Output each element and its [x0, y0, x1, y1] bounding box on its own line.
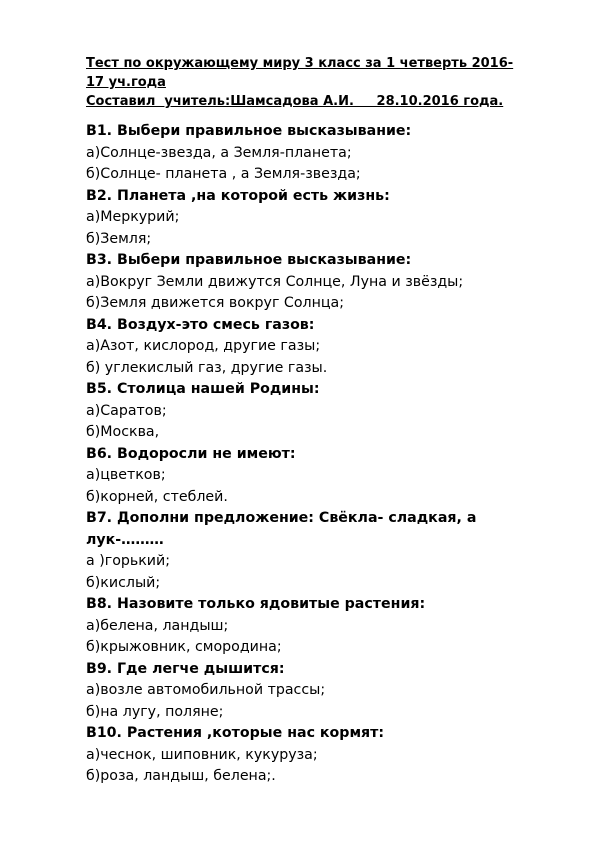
question-title: В3. Выбери правильное высказывание: — [86, 252, 412, 268]
question-8 — [86, 594, 566, 659]
question-2 — [86, 186, 566, 251]
question-title: В9. Где легче дышится: — [86, 660, 285, 677]
answer-a: а)цветков; — [86, 467, 166, 483]
answer-a: а)Азот, кислород, другие газы; — [86, 338, 321, 354]
answer-b: б)Солнце- планета , а Земля-звезда; — [86, 166, 361, 182]
question-1 — [86, 121, 566, 186]
answer-b: б)роза, ландыш, белена;. — [86, 768, 276, 784]
answer-b: б)крыжовник, смородина; — [86, 639, 282, 655]
answer-b: б)кислый; — [86, 574, 161, 591]
answer-a: а)Меркурий; — [86, 209, 180, 225]
question-title: В7. Дополни предложение: Свёкла- сладкая, а лук-……… — [86, 510, 477, 548]
question-title: В6. Водоросли не имеют: — [86, 445, 296, 462]
question-list — [86, 121, 566, 788]
answer-a: а)возле автомобильной трассы; — [86, 682, 326, 698]
answer-a: а)Саратов; — [86, 402, 167, 419]
answer-b: б)корней, стеблей. — [86, 488, 228, 505]
answer-a: а)белена, ландыш; — [86, 617, 229, 634]
question-9 — [86, 659, 566, 724]
question-title: В10. Растения ,которые нас кормят: — [86, 725, 385, 741]
question-title: В4. Воздух-это смесь газов: — [86, 316, 315, 333]
answer-b: б)на лугу, поляне; — [86, 703, 224, 720]
answer-b: б)Земля; — [86, 230, 152, 247]
question-10 — [86, 723, 566, 788]
question-4 — [86, 315, 566, 380]
question-title: В1. Выбери правильное высказывание: — [86, 123, 412, 139]
question-title: В5. Столица нашей Родины: — [86, 381, 320, 397]
answer-a: а )горький; — [86, 553, 171, 569]
answer-b: б)Москва, — [86, 424, 160, 440]
question-3 — [86, 250, 566, 315]
header-title-line-2: 17 уч.года — [86, 75, 166, 90]
answer-a: а)Вокруг Земли движутся Солнце, Луна и звёзды; — [86, 273, 464, 290]
answer-b: б) углекислый газ, другие газы. — [86, 359, 328, 376]
question-6 — [86, 444, 566, 509]
answer-a: а)чеснок, шиповник, кукуруза; — [86, 746, 318, 763]
header-author-line: Составил учитель:Шамсадова А.И. 28.10.2016 года. — [86, 94, 504, 109]
test-header — [86, 54, 556, 111]
question-title: В2. Планета ,на которой есть жизнь: — [86, 187, 390, 204]
answer-b: б)Земля движется вокруг Солнца; — [86, 295, 344, 311]
question-5 — [86, 379, 566, 444]
answer-a: а)Солнце-звезда, а Земля-планета; — [86, 144, 352, 161]
question-title: В8. Назовите только ядовитые растения: — [86, 596, 426, 612]
header-title-line-1: Тест по окружающему миру 3 класс за 1 четверть 2016- — [86, 56, 514, 71]
question-7 — [86, 508, 566, 594]
